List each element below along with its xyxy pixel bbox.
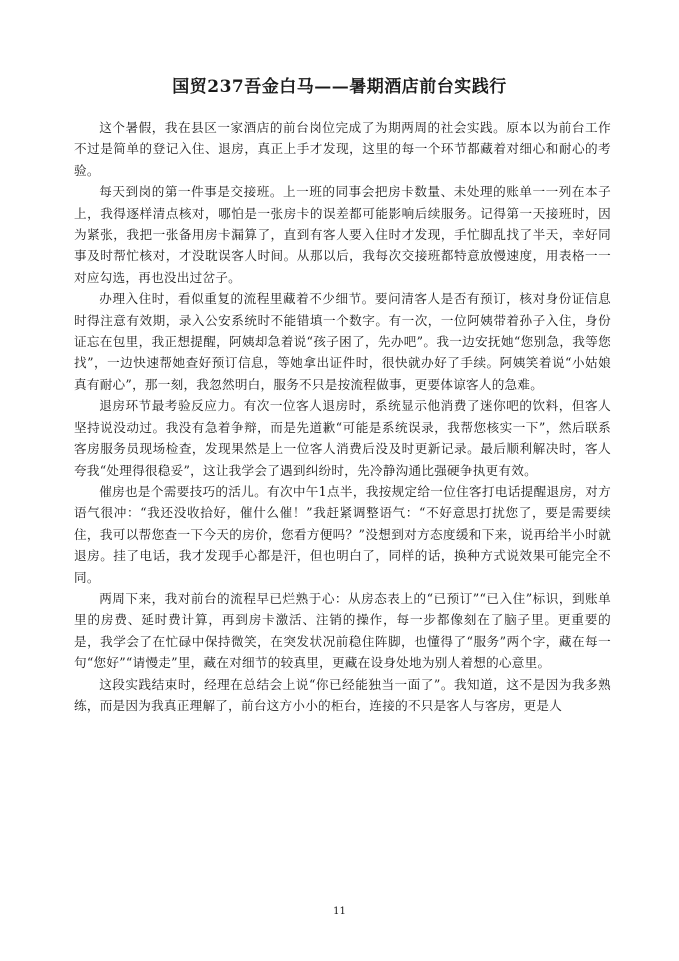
paragraph-2: 每天到岗的第一件事是交接班。上一班的同事会把房卡数量、未处理的账单一一列在本子上，我得逐样清点核对，哪怕是一张房卡的误差都可能影响后续服务。记得第一天接班时，因为紧张，我把一张备用房卡漏算了，直到有客人要入住时才发现，手忙脚乱找了半天，幸好同事及时帮忙核对，才没耽误客人时间。从那以后，我每次交接班都特意放慢速度，用表格一一对应勾选，再也没出过岔子。 — [74, 184, 611, 285]
paragraph-7: 这段实践结束时，经理在总结会上说“你已经能独当一面了”。我知道，这不是因为我多熟练，而是因为我真正理解了，前台这方小小的柜台，连接的不只是客人与客房，更是人 — [74, 676, 611, 713]
paragraph-5: 催房也是个需要技巧的活儿。有次中午1点半，我按规定给一位住客打电话提醒退房，对方语气很冲：“我还没收拾好，催什么催！”我赶紧调整语气：“不好意思打扰您了，要是需要续住，我可以帮您查一下今天的房价，您看方便吗？”没想到对方态度缓和下来，说再给半小时就退房。挂了电话，我才发现手心都是汗，但也明白了，同样的话，换种方式说效果可能完全不同。 — [74, 483, 611, 585]
paragraph-1: 这个暑假，我在县区一家酒店的前台岗位完成了为期两周的社会实践。原本以为前台工作不过是简单的登记入住、退房，真正上手才发现，这里的每一个环节都藏着对细心和耐心的考验。 — [74, 120, 611, 178]
paragraph-4: 退房环节最考验反应力。有次一位客人退房时，系统显示他消费了迷你吧的饮料，但客人坚持说没动过。我没有急着争辩，而是先道歉“可能是系统误录，我帮您核实一下”，然后联系客房服务员现场检查，发现果然是上一位客人消费后没及时更新记录。最后顺利解决时，客人夸我“处理得很稳妥”，这让我学会了遇到纠纷时，先冷静沟通比强硬争执更有效。 — [74, 398, 611, 478]
page-number: 11 — [333, 906, 346, 917]
paragraph-6: 两周下来，我对前台的流程早已烂熟于心：从房态表上的“已预订”“已入住”标识，到账单里的房费、延时费计算，再到房卡激活、注销的操作，每一步都像刻在了脑子里。更重要的是，我学会了在忙碌中保持微笑，在突发状况前稳住阵脚，也懂得了“服务”两个字，藏在每一句“您好”“请慢走”里，藏在对细节的较真里，更藏在设身处地为别人着想的心意里。 — [74, 590, 611, 671]
paragraph-3: 办理入住时，看似重复的流程里藏着不少细节。要问清客人是否有预订，核对身份证信息时得注意有效期，录入公安系统时不能错填一个数字。有一次，一位阿姨带着孙子入住，身份证忘在包里，我正想提醒，阿姨却急着说“孩子困了，先办吧”。我一边安抚她“您别急，我等您找”，一边快速帮她查好预订信息，等她拿出证件时，很快就办好了手续。阿姨笑着说“小姑娘真有耐心”，那一刻，我忽然明白，服务不只是按流程做事，更要体谅客人的急难。 — [74, 291, 611, 392]
document-title: 国贸237吾金白马——暑期酒店前台实践行 — [172, 77, 507, 97]
document-body — [74, 117, 611, 716]
